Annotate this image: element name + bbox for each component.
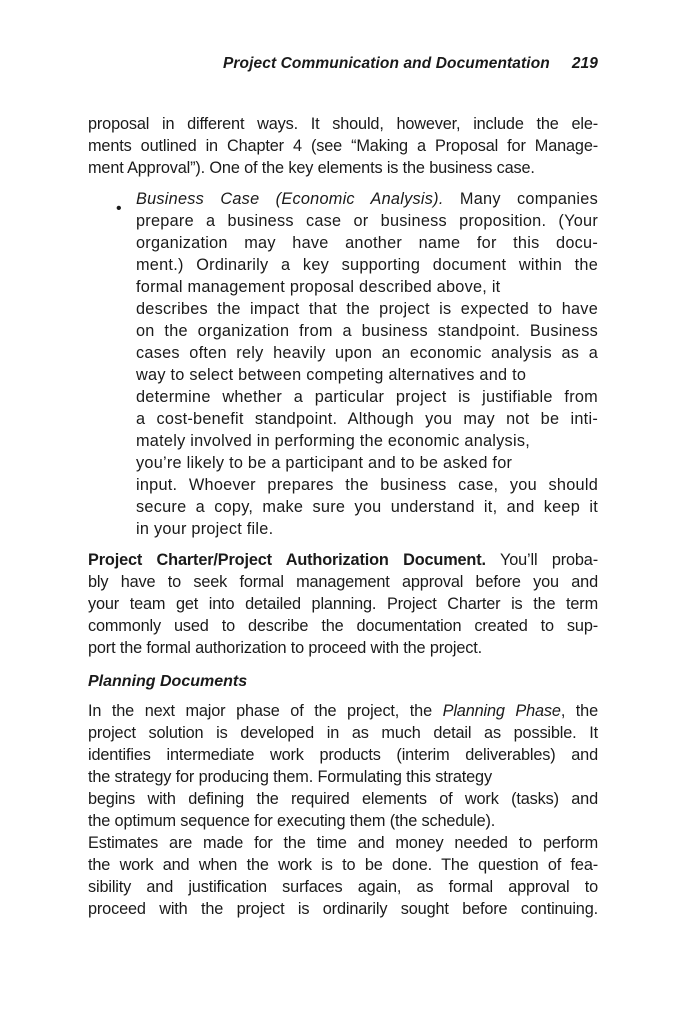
body-line: ment Approval”). One of the key elements is the business case. [88, 159, 535, 177]
bullet-line: formal management proposal described above, it [136, 278, 501, 296]
bullet-lead-term: Business Case (Economic Analysis). [136, 190, 444, 208]
bullet-line: you’re likely to be a participant and to be asked for [136, 454, 513, 472]
body-line: commonly used to describe the documentation created to sup- [88, 617, 598, 635]
planning-first-text: In the next major phase of the project, the [88, 702, 443, 720]
bullet-line: input. Whoever prepares the business case, you should [136, 476, 598, 494]
running-header [88, 55, 598, 73]
bullet-marker: • [116, 200, 122, 217]
body-line: the work and when the work is to be done. The question of fea- [88, 856, 598, 874]
section-heading: Planning Documents [88, 673, 248, 690]
bullet-line: ment.) Ordinarily a key supporting document within the [136, 256, 598, 274]
bullet-line: describes the impact that the project is expected to have [136, 300, 598, 318]
planning-phase-term: Planning Phase [442, 702, 561, 720]
bullet-line: determine whether a particular project is justifiable from [136, 388, 598, 406]
bullet-line: cases often rely heavily upon an economic analysis as a [136, 344, 598, 362]
page-number: 219 [571, 55, 598, 72]
bullet-line: mately involved in performing the economic analysis, [136, 432, 530, 450]
body-line: the optimum sequence for executing them (the schedule). [88, 812, 496, 830]
bullet-line: in your project file. [136, 520, 274, 538]
body-line: Estimates are made for the time and money needed to perform [88, 834, 598, 852]
body-line: your team get into detailed planning. Project Charter is the term [88, 595, 598, 613]
body-line: proposal in different ways. It should, however, include the ele- [88, 115, 598, 133]
body-line: port the formal authorization to proceed with the project. [88, 639, 483, 657]
body-line: bly have to seek formal management approval before you and [88, 573, 598, 591]
body-line: identifies intermediate work products (interim deliverables) and [88, 746, 598, 764]
body-line: the strategy for producing them. Formulating this strategy [88, 768, 492, 786]
bullet-line: organization may have another name for this docu- [136, 234, 598, 252]
running-header-title: Project Communication and Documentation [222, 55, 550, 72]
bullet-line: on the organization from a business standpoint. Business [136, 322, 598, 340]
planning-first-end: , the [560, 702, 598, 720]
bullet-line: way to select between competing alternatives and to [136, 366, 527, 384]
charter-lead-term: Project Charter/Project Authorization Document. [88, 551, 486, 569]
bullet-line: prepare a business case or business proposition. (Your [136, 212, 598, 230]
body-line: ments outlined in Chapter 4 (see “Making a Proposal for Manage- [88, 137, 598, 155]
body-line: sibility and justification surfaces again, as formal approval to [88, 878, 598, 896]
planning-first-line [88, 700, 598, 722]
bullet-first-line [136, 188, 598, 210]
body-line: begins with defining the required elements of work (tasks) and [88, 790, 598, 808]
charter-first-line [88, 549, 598, 571]
bullet-first-text: Many companies [443, 190, 598, 208]
bullet-line: a cost-benefit standpoint. Although you may not be inti- [136, 410, 598, 428]
bullet-line: secure a copy, make sure you understand it, and keep it [136, 498, 598, 516]
body-line: proceed with the project is ordinarily sought before continuing. [88, 900, 598, 918]
charter-first-text: You’ll proba- [485, 551, 598, 569]
body-line: project solution is developed in as much detail as possible. It [88, 724, 598, 742]
